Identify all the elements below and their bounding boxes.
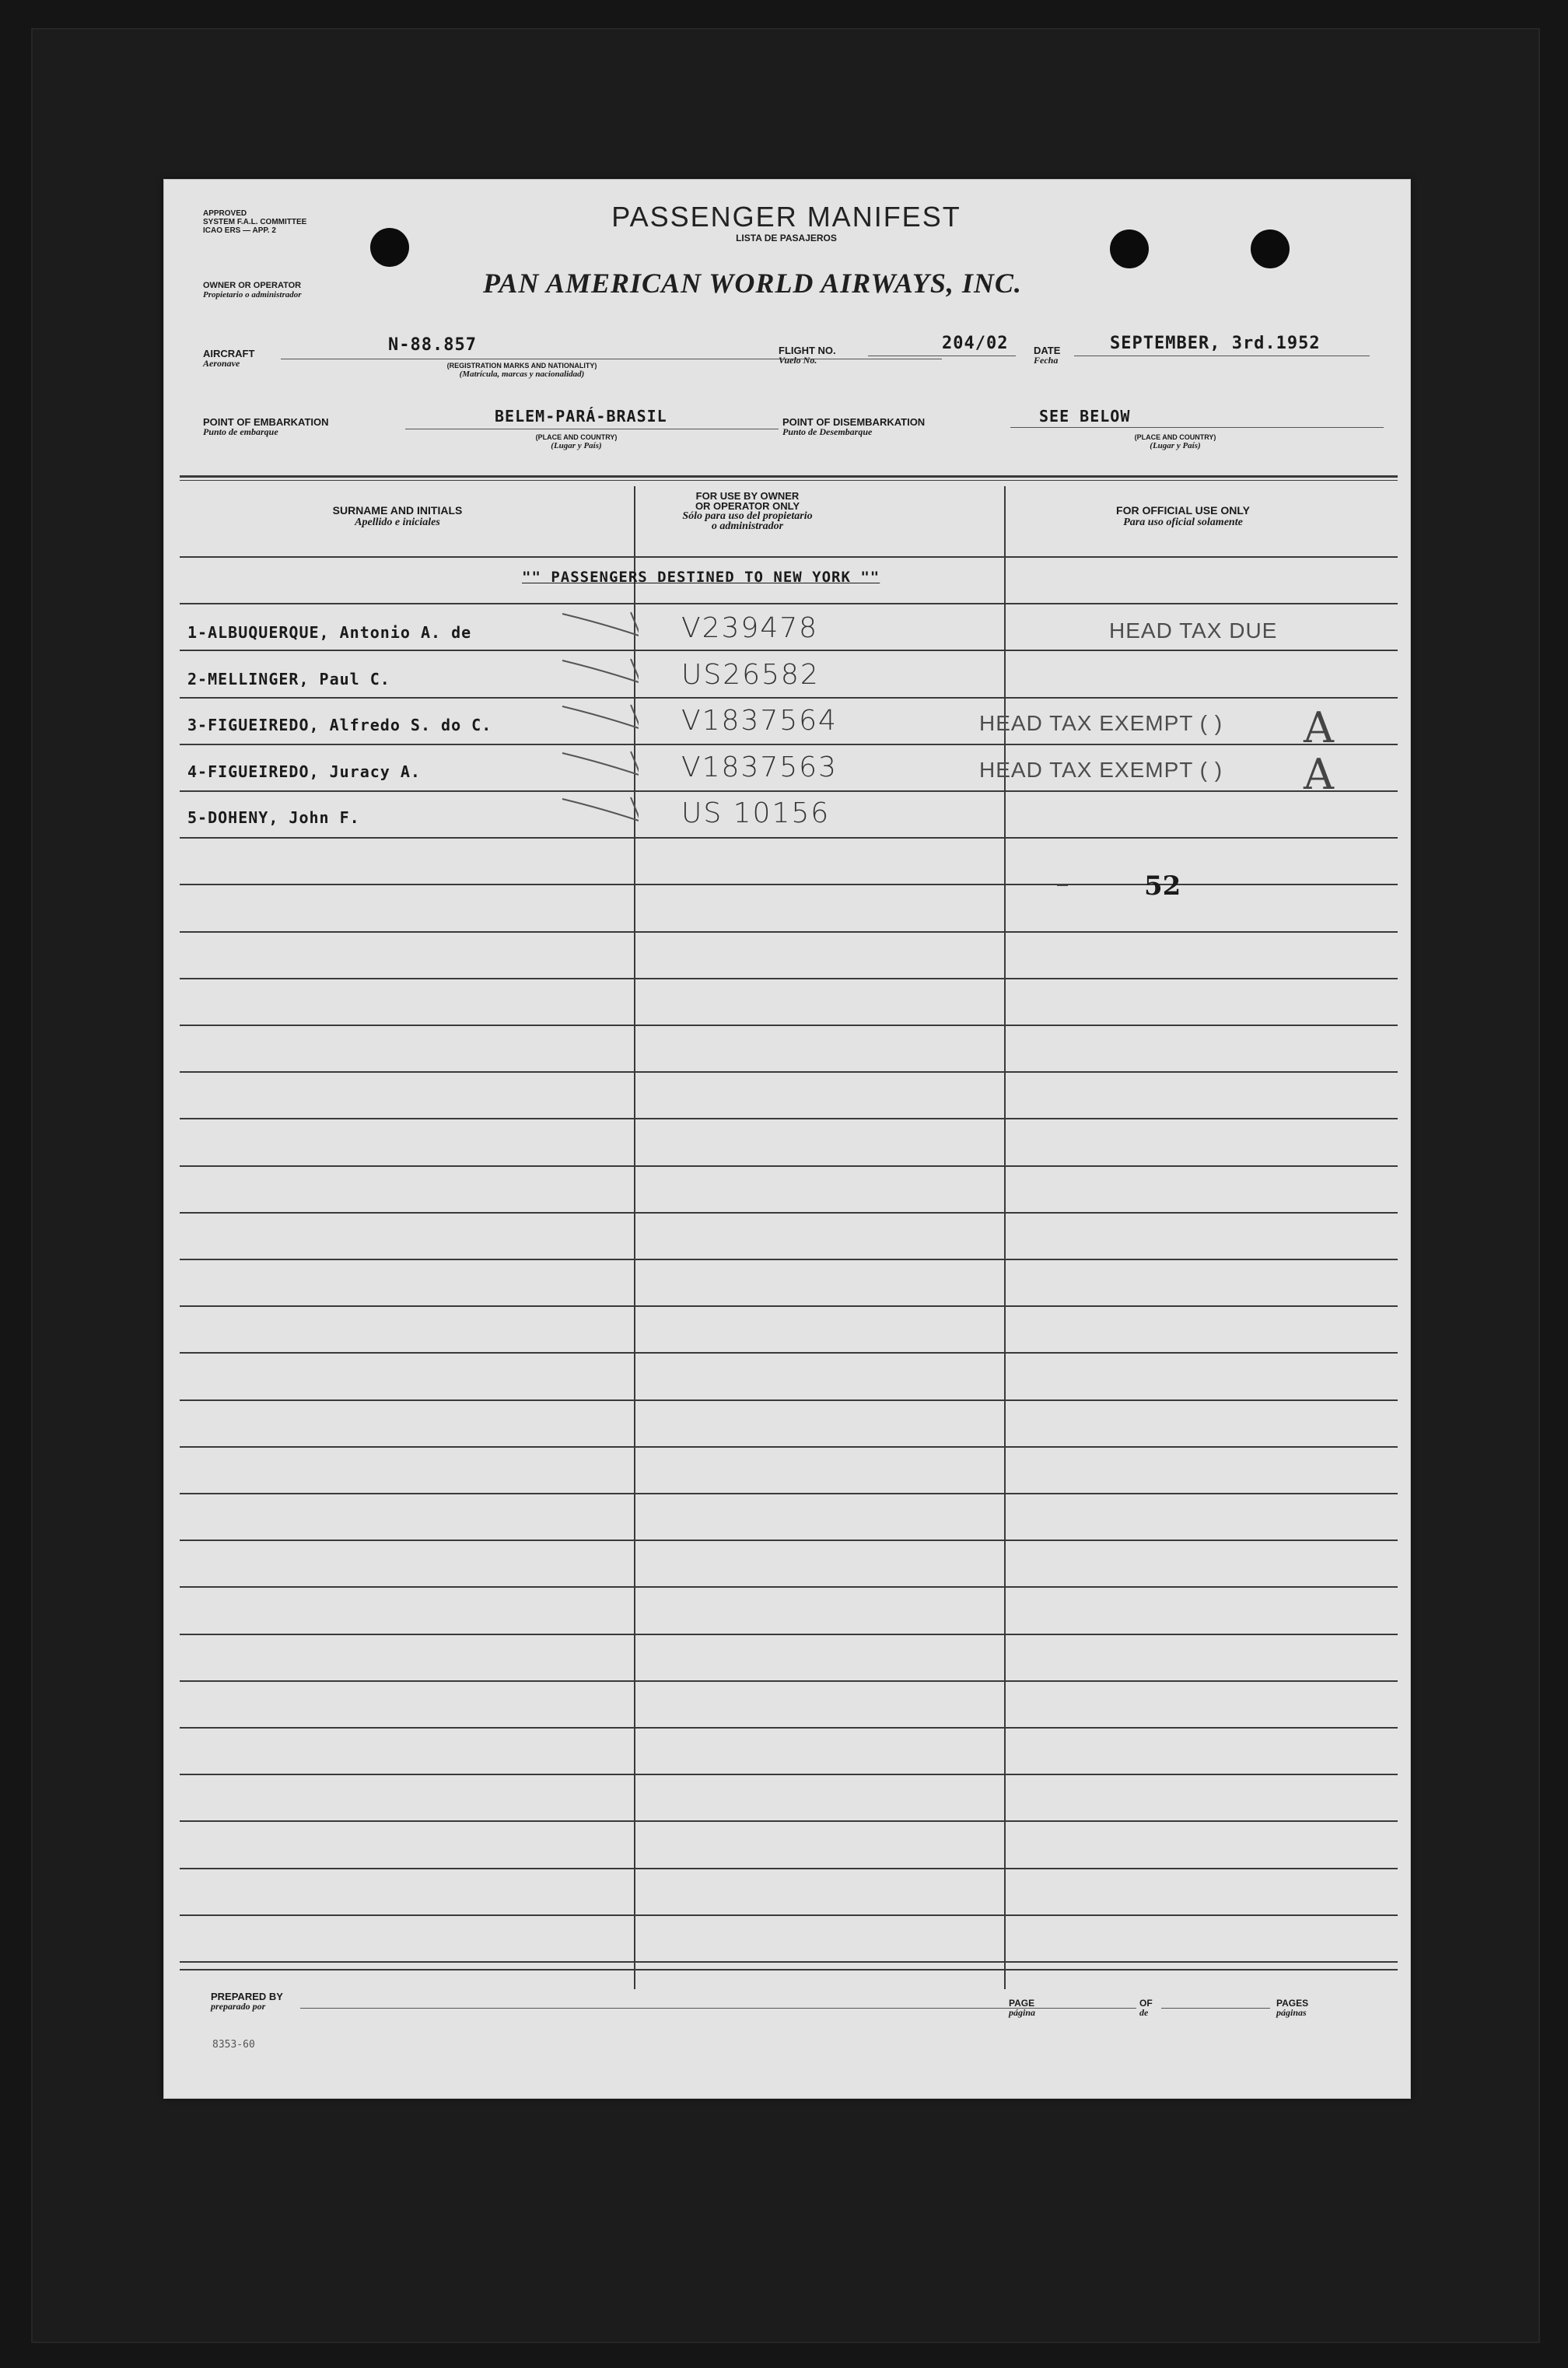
table-rule bbox=[180, 978, 1398, 979]
date-label-es: Fecha bbox=[1034, 355, 1059, 366]
aircraft-value: N-88.857 bbox=[388, 335, 477, 355]
table-rule bbox=[180, 1165, 1398, 1167]
approval-line: APPROVED bbox=[203, 209, 247, 218]
pages-label-es: páginas bbox=[1276, 2007, 1307, 2018]
check-mark-icon bbox=[561, 654, 639, 685]
approval-line: SYSTEM F.A.L. COMMITTEE bbox=[203, 218, 307, 226]
owner-value: PAN AMERICAN WORLD AIRWAYS, INC. bbox=[483, 268, 1022, 299]
table-rule bbox=[180, 1025, 1398, 1026]
check-mark-icon bbox=[561, 793, 639, 824]
of-label bbox=[1139, 1998, 1153, 2017]
table-rule bbox=[180, 884, 1398, 885]
punch-hole-left bbox=[370, 228, 409, 267]
page-label-es: página bbox=[1009, 2007, 1036, 2018]
table-rule bbox=[180, 1727, 1398, 1729]
passenger-name: 4-FIGUEIREDO, Juracy A. bbox=[187, 762, 421, 781]
disembark-label-es: Punto de Desembarque bbox=[782, 426, 873, 437]
embark-label-es: Punto de embarque bbox=[203, 426, 278, 437]
date-value: SEPTEMBER, 3rd.1952 bbox=[1110, 334, 1321, 353]
disembark-label bbox=[782, 418, 925, 436]
passenger-name: 2-MELLINGER, Paul C. bbox=[187, 670, 390, 688]
passenger-name: 3-FIGUEIREDO, Alfredo S. do C. bbox=[187, 716, 492, 734]
table-rule bbox=[180, 1961, 1398, 1963]
aircraft-label bbox=[203, 349, 254, 368]
table-rule bbox=[180, 1493, 1398, 1494]
table-rule bbox=[180, 556, 1398, 558]
column-header-official bbox=[1035, 505, 1331, 528]
table-rule bbox=[180, 697, 1398, 699]
embark-label-en: POINT OF EMBARKATION bbox=[203, 416, 329, 428]
column-header-surname-es: Apellido e iniciales bbox=[355, 517, 440, 528]
check-mark-icon bbox=[561, 608, 639, 639]
prepared-by-underline bbox=[300, 2008, 1105, 2009]
disembark-value: SEE BELOW bbox=[1039, 407, 1131, 426]
official-mark: A bbox=[1304, 703, 1334, 752]
pages-label-en: PAGES bbox=[1276, 1998, 1309, 2009]
disembark-note-en: (PLACE AND COUNTRY) bbox=[1134, 433, 1216, 441]
table-rule bbox=[180, 1914, 1398, 1916]
table-rule bbox=[180, 1071, 1398, 1073]
table-rule bbox=[180, 744, 1398, 745]
footer-rule bbox=[180, 1969, 1398, 1970]
table-rule bbox=[180, 603, 1398, 604]
column-header-official-en: FOR OFFICIAL USE ONLY bbox=[1116, 504, 1250, 517]
title-block bbox=[553, 201, 1020, 243]
of-label-es: de bbox=[1139, 2007, 1149, 2018]
page-title: PASSENGER MANIFEST bbox=[611, 201, 961, 233]
official-stamp: HEAD TAX DUE bbox=[1109, 618, 1278, 643]
embark-note-en: (PLACE AND COUNTRY) bbox=[535, 433, 618, 441]
disembark-label-en: POINT OF DISEMBARKATION bbox=[782, 416, 926, 428]
column-header-surname-en: SURNAME AND INITIALS bbox=[332, 504, 463, 517]
official-mark: A bbox=[1304, 750, 1334, 799]
table-rule bbox=[180, 1212, 1398, 1214]
approval-line: ICAO ERS — APP. 2 bbox=[203, 226, 276, 235]
table-rule bbox=[180, 1259, 1398, 1260]
section-heading: "" PASSENGERS DESTINED TO NEW YORK "" bbox=[522, 569, 880, 586]
page-label-en: PAGE bbox=[1009, 1998, 1035, 2009]
embark-label bbox=[203, 418, 329, 436]
table-rule bbox=[180, 1446, 1398, 1448]
table-rule bbox=[180, 1540, 1398, 1541]
table-rule bbox=[180, 790, 1398, 792]
of-underline bbox=[1161, 2008, 1270, 2009]
page-title-es: LISTA DE PASAJEROS bbox=[736, 233, 837, 243]
operator-note: US 10156 bbox=[681, 797, 831, 829]
column-header-surname bbox=[195, 505, 600, 528]
table-rule bbox=[180, 650, 1398, 651]
disembark-underline bbox=[1010, 427, 1384, 428]
aircraft-label-es: Aeronave bbox=[203, 358, 240, 369]
prepared-by-label-en: PREPARED BY bbox=[211, 1991, 283, 2002]
table-rule bbox=[180, 1352, 1398, 1354]
operator-note: V239478 bbox=[681, 612, 819, 644]
table-rule bbox=[180, 1820, 1398, 1822]
pages-label bbox=[1276, 1998, 1308, 2017]
check-mark-icon bbox=[561, 747, 639, 778]
column-header-operator-line2: OR OPERATOR ONLY bbox=[695, 500, 800, 512]
table-rule bbox=[180, 1586, 1398, 1588]
prepared-by-label-es: preparado por bbox=[211, 2001, 266, 2012]
owner-label bbox=[203, 281, 302, 300]
header-rule bbox=[180, 475, 1398, 478]
official-stamp: HEAD TAX EXEMPT ( ) bbox=[979, 711, 1223, 735]
operator-note: V1837563 bbox=[681, 751, 838, 783]
flight-label bbox=[779, 346, 836, 365]
owner-label-es: Propietario o administrador bbox=[203, 290, 302, 300]
disembark-note-es: (Lugar y País) bbox=[1150, 441, 1201, 450]
column-header-operator-es2: o administrador bbox=[711, 520, 784, 532]
passenger-name: 5-DOHENY, John F. bbox=[187, 808, 360, 827]
column-header-operator bbox=[631, 491, 864, 531]
manifest-sheet bbox=[163, 179, 1411, 2099]
embark-note bbox=[499, 433, 654, 450]
prepared-by-label bbox=[211, 1992, 283, 2011]
dash-mark bbox=[1057, 884, 1068, 886]
of-label-en: OF bbox=[1139, 1998, 1153, 2009]
flight-label-es: Vuelo No. bbox=[779, 355, 817, 366]
table-rule bbox=[180, 1634, 1398, 1635]
aircraft-note-en: (REGISTRATION MARKS AND NATIONALITY) bbox=[446, 362, 597, 370]
table-rule bbox=[180, 931, 1398, 933]
date-label-en: DATE bbox=[1034, 345, 1061, 356]
passenger-name: 1-ALBUQUERQUE, Antonio A. de bbox=[187, 623, 472, 642]
operator-note: V1837564 bbox=[681, 705, 838, 737]
table-rule bbox=[180, 1680, 1398, 1682]
aircraft-note-es: (Matrícula, marcas y nacionalidad) bbox=[459, 370, 585, 379]
owner-label-en: OWNER OR OPERATOR bbox=[203, 281, 302, 290]
column-header-official-es: Para uso oficial solamente bbox=[1123, 517, 1243, 528]
page-number: 52 bbox=[1144, 870, 1181, 902]
aircraft-label-en: AIRCRAFT bbox=[203, 348, 255, 359]
date-label bbox=[1034, 346, 1060, 365]
table-rule bbox=[180, 1305, 1398, 1307]
table-rule bbox=[180, 837, 1398, 839]
page-underline bbox=[1051, 2008, 1136, 2009]
column-header-operator-line1: FOR USE BY OWNER bbox=[695, 490, 800, 502]
table-rule bbox=[180, 1868, 1398, 1869]
flight-value: 204/02 bbox=[942, 334, 1009, 353]
table-rule bbox=[180, 1399, 1398, 1401]
table-rule bbox=[180, 1774, 1398, 1775]
table-rule bbox=[180, 1118, 1398, 1119]
punch-hole-center bbox=[1110, 229, 1149, 268]
approval-block bbox=[203, 209, 306, 235]
page-label bbox=[1009, 1998, 1035, 2017]
aircraft-note bbox=[397, 362, 646, 379]
header-rule-thin bbox=[180, 480, 1398, 481]
disembark-note bbox=[1090, 433, 1261, 450]
operator-note: US26582 bbox=[681, 659, 820, 691]
punch-hole-right bbox=[1251, 229, 1290, 268]
embark-value: BELEM-PARÁ-BRASIL bbox=[495, 407, 667, 426]
form-code: 8353-60 bbox=[212, 2039, 255, 2051]
check-mark-icon bbox=[561, 700, 639, 731]
column-header-operator-es1: Sólo para uso del propietario bbox=[682, 510, 813, 522]
embark-note-es: (Lugar y País) bbox=[551, 441, 602, 450]
flight-label-en: FLIGHT NO. bbox=[779, 345, 836, 356]
official-stamp: HEAD TAX EXEMPT ( ) bbox=[979, 758, 1223, 782]
